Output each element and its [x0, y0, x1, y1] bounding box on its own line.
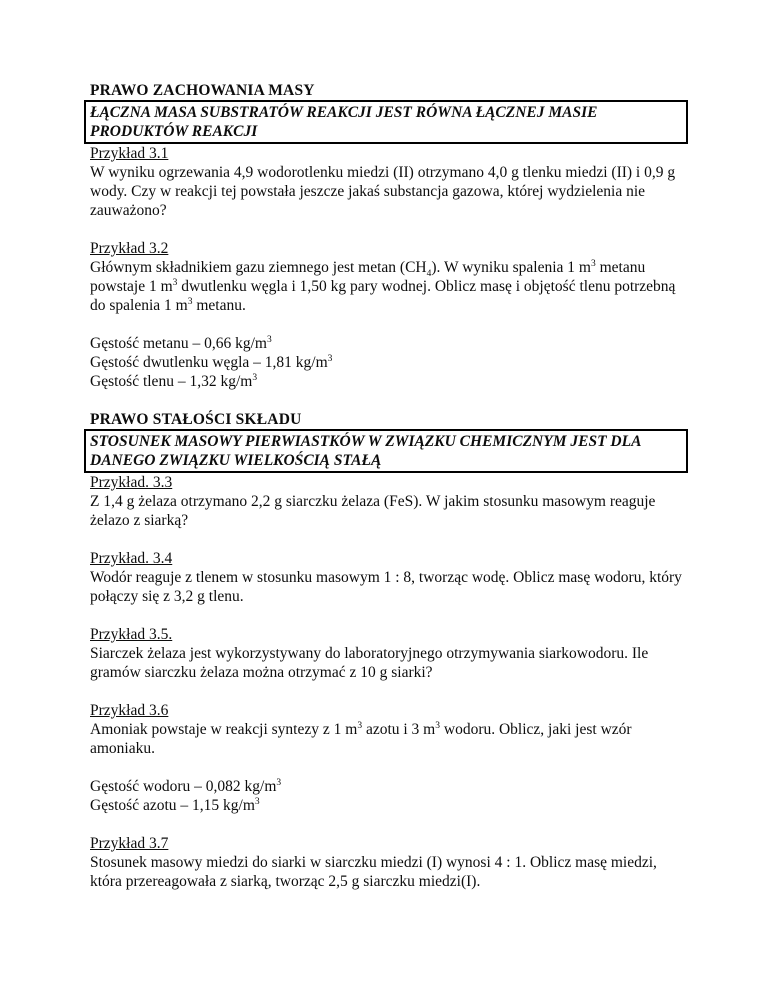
example-3-4-title: Przykład. 3.4: [90, 550, 173, 567]
example-3-2: [90, 239, 682, 391]
example-3-2-title: Przykład 3.2: [90, 240, 169, 257]
example-3-3: [90, 473, 682, 530]
example-3-2-density-notes: [90, 334, 682, 391]
example-3-4-body: Wodór reaguje z tlenem w stosunku masowym 1 : 8, tworząc wodę. Oblicz masę wodoru, który połączy się z 3,2 g tlenu.: [90, 569, 682, 605]
example-3-6-title: Przykład 3.6: [90, 702, 169, 719]
density-line-nitrogen: Gęstość azotu – 1,15 $kg/m^3$: [90, 796, 260, 814]
section-heading-conservation-of-mass: PRAWO ZACHOWANIA MASY: [90, 82, 315, 99]
example-3-5-body: Siarczek żelaza jest wykorzystywany do laboratoryjnego otrzymywania siarkowodoru. Ile gramów siarczku żelaza można otrzymać z 10 g siarki?: [90, 645, 649, 681]
example-3-7-body: Stosunek masowy miedzi do siarki w siarczku miedzi (I) wynosi 4 : 1. Oblicz masę miedzi, która przereagowała z siarką, tworząc 2,5 g siarczku miedzi(I).: [90, 854, 657, 890]
document-content: [90, 81, 682, 891]
example-3-3-title: Przykład. 3.3: [90, 474, 173, 491]
law-statement-box-composition: STOSUNEK MASOWY PIERWIASTKÓW W ZWIĄZKU CHEMICZNYM JEST DLA DANEGO ZWIĄZKU WIELKOŚCIĄ STAŁĄ: [84, 429, 688, 473]
example-3-7-title: Przykład 3.7: [90, 835, 169, 852]
example-3-5: [90, 625, 682, 682]
example-3-6-body: Amoniak powstaje w reakcji syntezy z 1 $m^3$ azotu i 3 $m^3$ wodoru. Oblicz, jaki jest wzór amoniaku.: [90, 720, 632, 757]
example-3-2-body: Głównym składnikiem gazu ziemnego jest metan $(CH_4)$. W wyniku spalenia 1 $m^3$ metanu powstaje 1 $m^3$ dwutlenku węgla i 1,50 kg pary wodnej. Oblicz masę i objętość tlenu potrzebną do spalenia 1 $m^3$ metanu.: [90, 258, 676, 314]
density-line-methane: Gęstość metanu – 0,66 $kg/m^3$: [90, 334, 272, 352]
density-line-hydrogen: Gęstość wodoru – 0,082 $kg/m^3$: [90, 777, 282, 795]
example-3-1: [90, 144, 682, 220]
example-3-6-density-notes: [90, 777, 682, 815]
example-3-7: [90, 834, 682, 891]
density-line-carbon-dioxide: Gęstość dwutlenku węgla – 1,81 $kg/m^3$: [90, 353, 333, 371]
example-3-1-title: Przykład 3.1: [90, 145, 169, 162]
example-3-3-body: Z 1,4 g żelaza otrzymano 2,2 g siarczku żelaza (FeS). W jakim stosunku masowym reaguje żelazo z siarką?: [90, 493, 656, 529]
density-line-oxygen: Gęstość tlenu – 1,32 $kg/m^3$: [90, 372, 258, 390]
section-heading-constant-composition: PRAWO STAŁOŚCI SKŁADU: [90, 411, 302, 428]
example-3-1-body: W wyniku ogrzewania 4,9 wodorotlenku miedzi (II) otrzymano 4,0 g tlenku miedzi (II) i 0,9 g wody. Czy w reakcji tej powstała jeszcze jakaś substancja gazowa, której wydzielenia nie zauważono?: [90, 164, 676, 219]
law-statement-box-conservation: ŁĄCZNA MASA SUBSTRATÓW REAKCJI JEST RÓWNA ŁĄCZNEJ MASIE PRODUKTÓW REAKCJI: [84, 100, 688, 144]
example-3-4: [90, 549, 682, 606]
example-3-6: [90, 701, 682, 815]
example-3-5-title: Przykład 3.5.: [90, 626, 173, 643]
